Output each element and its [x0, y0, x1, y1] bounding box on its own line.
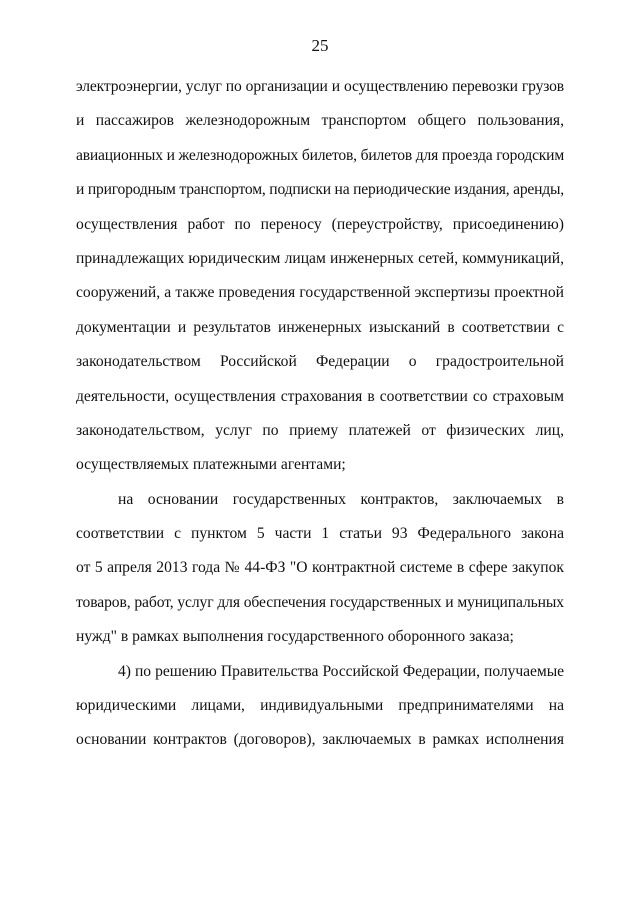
text-line: и пассажиров железнодорожным транспортом общего пользования, [76, 112, 564, 130]
text-line: принадлежащих юридическим лицам инженерных сетей, коммуникаций, [76, 249, 564, 267]
text-line: электроэнергии, услуг по организации и осуществлению перевозки грузов [76, 78, 564, 95]
text-line: основании контрактов (договоров), заключаемых в рамках исполнения [76, 731, 564, 749]
text-line: на основании государственных контрактов, заключаемых в [118, 490, 564, 508]
text-line: законодательством Российской Федерации о градостроительной [76, 353, 564, 371]
text-line: юридическими лицами, индивидуальными предпринимателями на [76, 697, 564, 715]
text-line: товаров, работ, услуг для обеспечения государственных и муниципальных [76, 593, 564, 611]
text-line: осуществляемых платежными агентами; [76, 456, 346, 474]
text-line: осуществления работ по переносу (переустройству, присоединению) [76, 215, 564, 233]
text-line: 4) по решению Правительства Российской Федерации, получаемые [118, 662, 564, 680]
text-line: от 5 апреля 2013 года № 44-ФЗ "О контрактной системе в сфере закупок [76, 559, 564, 577]
text-line: документации и результатов инженерных изысканий в соответствии с [76, 318, 564, 336]
text-line: сооружений, а также проведения государственной экспертизы проектной [76, 284, 564, 302]
document-body [76, 76, 564, 764]
text-line: законодательством, услуг по приему платежей от физических лиц, [76, 421, 564, 439]
text-line: нужд" в рамках выполнения государственного оборонного заказа; [76, 628, 514, 646]
text-line: авиационных и железнодорожных билетов, билетов для проезда городским [76, 146, 564, 164]
page-number: 25 [311, 36, 329, 55]
text-line: соответствии с пунктом 5 части 1 статьи 93 Федерального закона [76, 525, 564, 543]
text-line: и пригородным транспортом, подписки на периодические издания, аренды, [76, 181, 565, 199]
text-line: деятельности, осуществления страхования в соответствии со страховым [76, 387, 564, 405]
